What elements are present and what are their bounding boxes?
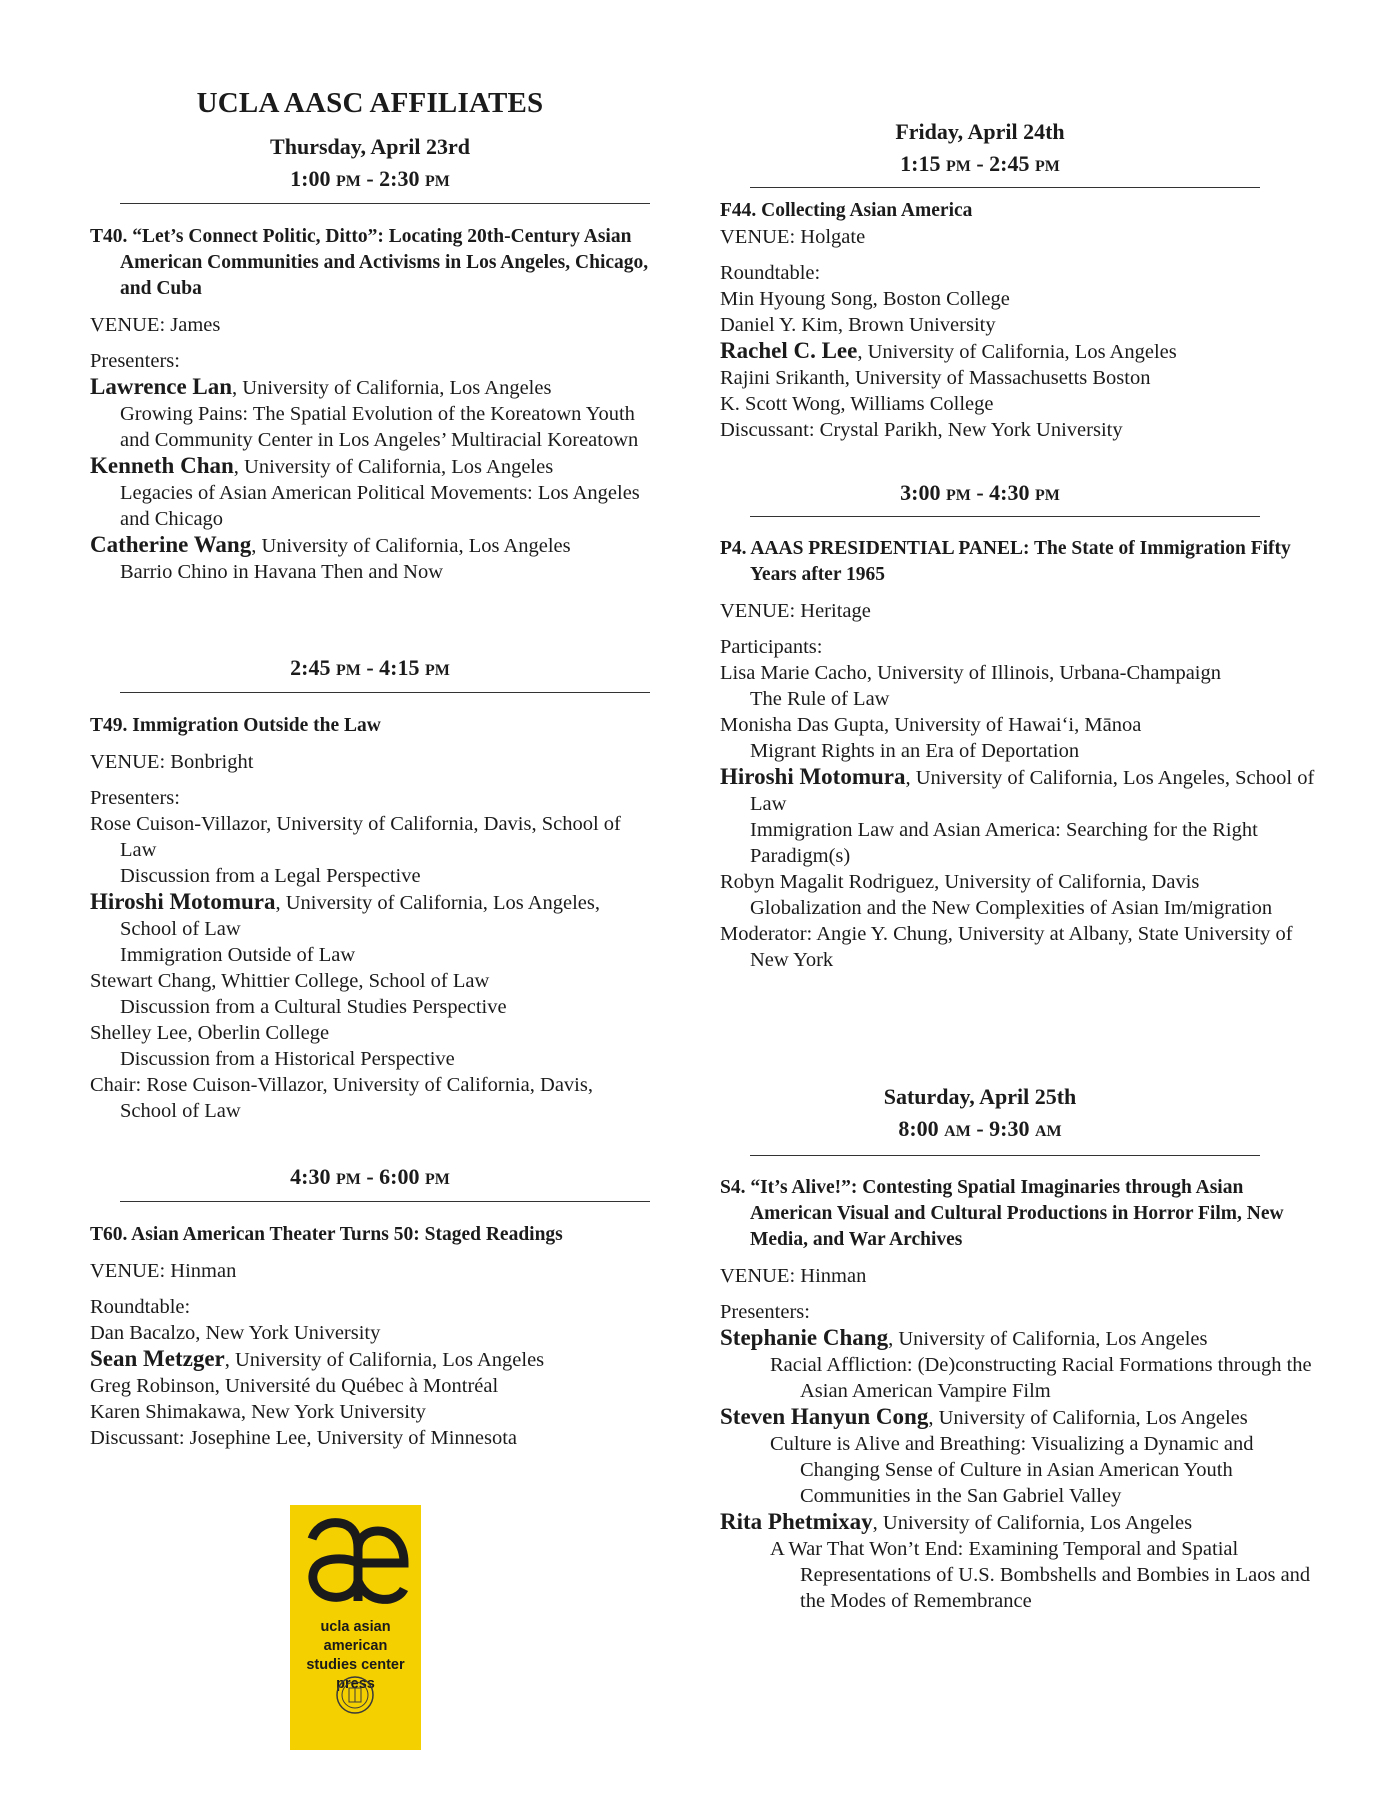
panel-t60	[90, 1222, 650, 1451]
divider	[120, 692, 650, 693]
panel-title: S4. “It’s Alive!”: Contesting Spatial Imaginaries through Asian American Visual and Cultural Productions in Horror Film, New Media, and War Archives	[720, 1177, 1284, 1250]
divider	[120, 203, 650, 204]
presenter: Rose Cuison-Villazor, University of California, Davis, School of Law	[90, 813, 621, 861]
panel-title: T40. “Let’s Connect Politic, Ditto”: Locating 20th-Century Asian American Communities and Activisms in Los Angeles, Chicago, and Cuba	[90, 226, 649, 299]
day-heading-saturday: Saturday, April 25th	[883, 1084, 1077, 1109]
chair: Chair: Rose Cuison-Villazor, University of California, Davis, School of Law	[90, 1074, 593, 1122]
roundtable-member: Rajini Srikanth, University of Massachusetts Boston	[720, 367, 1151, 389]
presenter: Kenneth Chan, University of California, Los Angeles	[90, 453, 554, 478]
paper-title: Racial Affliction: (De)constructing Racial Formations through the Asian American Vampire Film	[770, 1354, 1312, 1402]
time-slot-friday-2: 3:00 PM - 4:30 PM	[900, 480, 1060, 505]
roundtable-member: Sean Metzger, University of California, Los Angeles	[90, 1346, 545, 1371]
paper-title: Migrant Rights in an Era of Deportation	[750, 740, 1080, 762]
roundtable-member: Dan Bacalzo, New York University	[90, 1322, 381, 1344]
roundtable-member: Daniel Y. Kim, Brown University	[720, 314, 996, 336]
participant: Lisa Marie Cacho, University of Illinois, Urbana-Champaign	[720, 662, 1221, 684]
paper-title: Immigration Outside of Law	[120, 944, 356, 966]
page-title: UCLA AASC AFFILIATES	[196, 87, 544, 119]
logo-text: ucla asian american studies center press	[306, 1619, 405, 1692]
roundtable-member: Karen Shimakawa, New York University	[90, 1401, 426, 1423]
time-slot-saturday: 8:00 AM - 9:30 AM	[898, 1116, 1062, 1141]
presenter: Catherine Wang, University of California, Los Angeles	[90, 532, 571, 557]
roundtable-member: K. Scott Wong, Williams College	[720, 393, 994, 415]
panel-title: F44. Collecting Asian America	[720, 200, 973, 221]
paper-title: Globalization and the New Complexities of Asian Im/migration	[750, 897, 1273, 919]
presenter: Shelley Lee, Oberlin College	[90, 1022, 330, 1044]
panel-title: P4. AAAS PRESIDENTIAL PANEL: The State of Immigration Fifty Years after 1965	[720, 538, 1291, 585]
panel-title: T49. Immigration Outside the Law	[90, 715, 381, 736]
presenter: Steven Hanyun Cong, University of California, Los Angeles	[720, 1404, 1248, 1429]
day-heading-friday: Friday, April 24th	[895, 119, 1065, 144]
paper-title: Growing Pains: The Spatial Evolution of the Koreatown Youth and Community Center in Los Angeles’ Multiracial Koreatown	[120, 403, 639, 451]
venue: VENUE: Holgate	[720, 226, 866, 248]
venue: VENUE: Heritage	[720, 600, 871, 622]
roundtable-member: Greg Robinson, Université du Québec à Montréal	[90, 1375, 499, 1397]
time-slot-3: 4:30 PM - 6:00 PM	[290, 1164, 450, 1189]
section-label: Roundtable:	[90, 1296, 191, 1318]
day-heading-thursday: Thursday, April 23rd	[270, 134, 470, 159]
press-logo	[290, 1505, 421, 1750]
divider	[750, 1155, 1260, 1156]
section-label: Presenters:	[90, 787, 180, 809]
time-slot-friday-1: 1:15 PM - 2:45 PM	[900, 151, 1060, 176]
paper-title: Discussion from a Historical Perspective	[120, 1048, 455, 1070]
paper-title: Barrio Chino in Havana Then and Now	[120, 561, 443, 583]
panel-p4	[720, 536, 1320, 973]
panel-title: T60. Asian American Theater Turns 50: Staged Readings	[90, 1224, 563, 1245]
participant: Robyn Magalit Rodriguez, University of California, Davis	[720, 871, 1200, 893]
presenter: Rita Phetmixay, University of California, Los Angeles	[720, 1509, 1193, 1534]
divider	[750, 516, 1260, 517]
paper-title: The Rule of Law	[750, 688, 890, 710]
venue: VENUE: Hinman	[90, 1260, 237, 1282]
section-label: Roundtable:	[720, 262, 821, 284]
section-label: Presenters:	[90, 350, 180, 372]
seal-icon	[335, 1675, 375, 1715]
ae-ligature-icon	[290, 1505, 421, 1615]
paper-title: Discussion from a Cultural Studies Perspective	[120, 996, 507, 1018]
moderator: Moderator: Angie Y. Chung, University at Albany, State University of New York	[720, 923, 1293, 971]
paper-title: Legacies of Asian American Political Movements: Los Angeles and Chicago	[120, 482, 640, 530]
participant: Hiroshi Motomura, University of California, Los Angeles, School of Law	[720, 764, 1315, 815]
divider	[120, 1201, 650, 1202]
venue: VENUE: Bonbright	[90, 751, 254, 773]
discussant: Discussant: Crystal Parikh, New York University	[720, 419, 1123, 441]
section-label: Presenters:	[720, 1301, 810, 1323]
panel-s4	[720, 1175, 1320, 1614]
venue: VENUE: Hinman	[720, 1265, 867, 1287]
roundtable-member: Min Hyoung Song, Boston College	[720, 288, 1010, 310]
presenter: Lawrence Lan, University of California, Los Angeles	[90, 374, 552, 399]
paper-title: A War That Won’t End: Examining Temporal and Spatial Representations of U.S. Bombshells and Bombies in Laos and the Modes of Remembrance	[770, 1538, 1311, 1612]
paper-title: Culture is Alive and Breathing: Visualizing a Dynamic and Changing Sense of Culture in Asian American Youth Communities in the San Gabriel Valley	[770, 1433, 1254, 1507]
time-slot-1: 1:00 PM - 2:30 PM	[290, 166, 450, 191]
presenter: Stephanie Chang, University of California, Los Angeles	[720, 1325, 1208, 1350]
participant: Monisha Das Gupta, University of Hawai‘i, Mānoa	[720, 714, 1142, 736]
discussant: Discussant: Josephine Lee, University of Minnesota	[90, 1427, 518, 1449]
panel-t49	[90, 713, 650, 1124]
panel-t40	[90, 224, 650, 585]
venue: VENUE: James	[90, 314, 221, 336]
presenter: Hiroshi Motomura, University of California, Los Angeles, School of Law	[90, 889, 601, 940]
section-label: Participants:	[720, 636, 823, 658]
time-slot-2: 2:45 PM - 4:15 PM	[290, 655, 450, 680]
roundtable-member: Rachel C. Lee, University of California, Los Angeles	[720, 338, 1177, 363]
presenter: Stewart Chang, Whittier College, School of Law	[90, 970, 490, 992]
paper-title: Immigration Law and Asian America: Searching for the Right Paradigm(s)	[750, 819, 1258, 867]
panel-f44	[720, 198, 1320, 443]
divider	[750, 187, 1260, 188]
paper-title: Discussion from a Legal Perspective	[120, 865, 421, 887]
